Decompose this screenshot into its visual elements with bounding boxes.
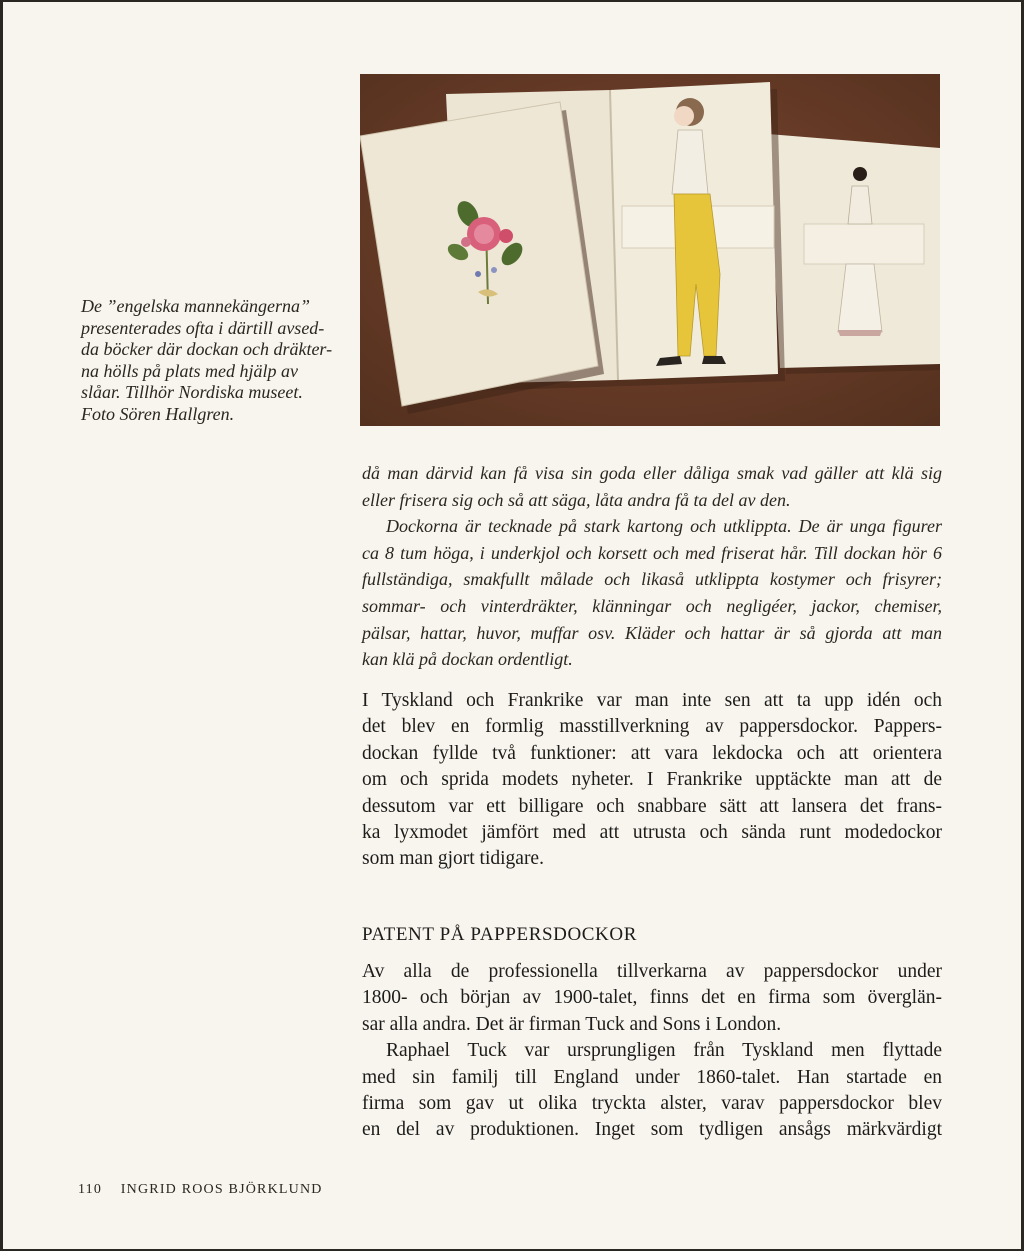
italic-line: kan klä på dockan ordentligt. <box>362 649 573 670</box>
body-line: 1800- och början av 1900-talet, finns det en firma som överglän- <box>362 987 942 1009</box>
italic-line: Dockorna är tecknade på stark kartong och utklippta. De är unga figurer <box>386 516 942 537</box>
body-line: firma som gav ut olika tryckta alster, varav pappersdockor blev <box>362 1093 942 1115</box>
body-line: Raphael Tuck var ursprungligen från Tyskland men flyttade <box>386 1040 942 1062</box>
body-paragraph <box>362 688 942 873</box>
caption-line: De ”engelska mannekängerna” <box>81 296 310 316</box>
caption-line: na hölls på plats med hjälp av <box>81 360 298 381</box>
right-doll-book <box>768 134 940 374</box>
body-line: som man gjort tidigare. <box>362 848 544 870</box>
italic-line: ca 8 tum höga, i underkjol och korsett och med friserat hår. Till dockan hör 6 <box>362 542 942 563</box>
figure-caption <box>81 296 341 426</box>
body-line: det blev en formlig masstillverkning av pappersdockor. Pappers- <box>362 716 942 738</box>
italic-line: sommar- och vinterdräkter, klänningar och negligéer, jackor, chemiser, <box>362 595 942 616</box>
body-line: dessutom var ett billigare och snabbare sätt att lansera det frans- <box>362 795 942 817</box>
page <box>3 2 1021 1249</box>
caption-line: presenterades ofta i därtill avsed- <box>81 317 325 338</box>
paper-doll-books-photo <box>360 74 940 426</box>
body-line: Av alla de professionella tillverkarna av pappersdockor under <box>362 961 942 982</box>
body-line: I Tyskland och Frankrike var man inte sen att ta upp idén och <box>362 690 942 711</box>
body-line: om och sprida modets nyheter. I Frankrike upptäckte man att de <box>362 769 942 791</box>
page-footer <box>78 1182 323 1198</box>
author-name: INGRID ROOS BJÖRKLUND <box>120 1182 323 1197</box>
caption-line: Foto Sören Hallgren. <box>81 403 235 424</box>
body-paragraph <box>362 959 942 1144</box>
caption-line: da böcker där dockan och dräkter- <box>81 339 333 360</box>
italic-line: fullständiga, smakfullt målade och likaså utklippta kostymer och frisyrer; <box>362 569 942 590</box>
caption-line: slåar. Tillhör Nordiska museet. <box>81 382 303 403</box>
italic-line: eller frisera sig och så att säga, låta andra få ta del av den. <box>362 489 791 510</box>
page-number: 110 <box>78 1182 103 1197</box>
italic-line: pälsar, hattar, huvor, muffar osv. Kläder och hattar är så gjorda att man <box>362 622 942 643</box>
front-flower-book <box>360 102 604 414</box>
body-line: sar alla andra. Det är firman Tuck and Sons i London. <box>362 1013 782 1035</box>
italic-line: då man därvid kan få visa sin goda eller dåliga smak vad gäller att klä sig <box>362 463 942 483</box>
body-line: ka lyxmodet jämfört med att utrusta och sända runt modedockor <box>362 822 942 844</box>
italic-passage <box>362 460 942 673</box>
body-line: dockan fyllde två funktioner: att vara lekdocka och att orientera <box>362 742 942 764</box>
section-heading: PATENT PÅ PAPPERSDOCKOR <box>362 924 637 945</box>
body-line: en del av produktionen. Inget som tydligen ansågs märkvärdigt <box>362 1119 942 1141</box>
body-line: med sin familj till England under 1860-talet. Han startade en <box>362 1066 942 1088</box>
